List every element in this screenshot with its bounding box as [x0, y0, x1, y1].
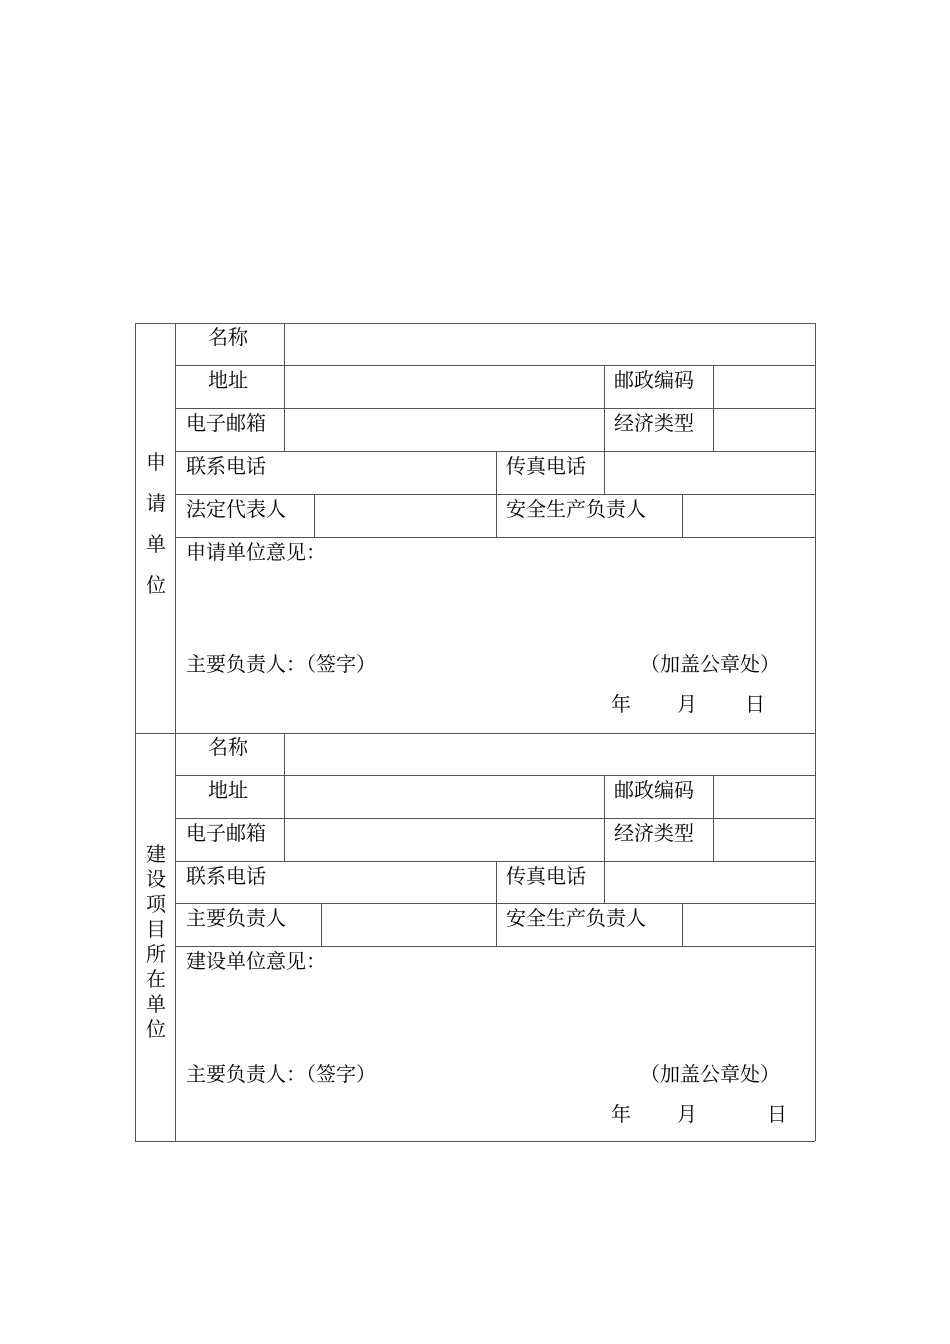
- address-label: 地址: [208, 778, 248, 802]
- month-label: 月: [677, 1102, 697, 1126]
- safety-head-field[interactable]: [683, 495, 814, 537]
- seal-label: （加盖公章处）: [640, 1062, 780, 1086]
- name-field[interactable]: [285, 734, 814, 775]
- phone-label: 联系电话: [186, 454, 266, 478]
- name-label: 名称: [208, 325, 248, 349]
- econ-type-label: 经济类型: [614, 411, 694, 435]
- email-field[interactable]: [285, 409, 604, 451]
- day-label: 日: [767, 1102, 787, 1126]
- year-label: 年: [611, 692, 631, 716]
- cell-line: [604, 775, 605, 861]
- seal-label: （加盖公章处）: [640, 652, 780, 676]
- phone-field[interactable]: [285, 452, 496, 494]
- head-field[interactable]: [322, 904, 496, 946]
- cell-line: [496, 861, 497, 946]
- fax-field[interactable]: [605, 452, 814, 494]
- year-label: 年: [611, 1102, 631, 1126]
- address-field[interactable]: [285, 366, 604, 408]
- side-label-char: 设: [146, 867, 166, 891]
- postcode-field[interactable]: [714, 776, 814, 818]
- opinion-label: 建设单位意见：: [186, 949, 326, 973]
- safety-head-label: 安全生产负责人: [506, 906, 646, 930]
- signer-label: 主要负责人：（签字）: [186, 1062, 376, 1086]
- postcode-label: 邮政编码: [614, 368, 694, 392]
- fax-label: 传真电话: [506, 454, 586, 478]
- fax-label: 传真电话: [506, 864, 586, 888]
- fax-field[interactable]: [605, 862, 814, 903]
- side-label-char: 位: [146, 1017, 166, 1041]
- table-border-bottom: [135, 1141, 815, 1142]
- side-label-char: 在: [146, 967, 166, 991]
- econ-type-label: 经济类型: [614, 821, 694, 845]
- postcode-label: 邮政编码: [614, 778, 694, 802]
- applicant-side-label: [136, 446, 176, 610]
- econ-type-field[interactable]: [714, 409, 814, 451]
- side-label-char: 项: [146, 892, 166, 916]
- side-label-char: 单: [146, 532, 166, 556]
- opinion-field[interactable]: [177, 976, 813, 1056]
- address-field[interactable]: [285, 776, 604, 818]
- email-label: 电子邮箱: [186, 821, 266, 845]
- month-label: 月: [677, 692, 697, 716]
- side-label-char: 所: [146, 942, 166, 966]
- signer-label: 主要负责人：（签字）: [186, 652, 376, 676]
- address-label: 地址: [208, 368, 248, 392]
- safety-head-field[interactable]: [683, 904, 814, 946]
- legal-rep-label: 法定代表人: [186, 497, 286, 521]
- legal-rep-field[interactable]: [315, 495, 496, 537]
- side-label-char: 位: [146, 573, 166, 597]
- postcode-field[interactable]: [714, 366, 814, 408]
- cell-line: [496, 451, 497, 537]
- phone-field[interactable]: [285, 862, 496, 903]
- opinion-field[interactable]: [177, 566, 813, 646]
- name-label: 名称: [208, 735, 248, 759]
- phone-label: 联系电话: [186, 864, 266, 888]
- safety-head-label: 安全生产负责人: [506, 497, 646, 521]
- head-label: 主要负责人: [186, 906, 286, 930]
- name-field[interactable]: [285, 324, 814, 365]
- side-label-char: 建: [146, 842, 166, 866]
- table-border-right: [815, 323, 816, 1141]
- opinion-label: 申请单位意见：: [186, 540, 326, 564]
- day-label: 日: [745, 692, 765, 716]
- row-line: [175, 537, 815, 538]
- econ-type-field[interactable]: [714, 819, 814, 861]
- side-label-char: 单: [146, 992, 166, 1016]
- email-label: 电子邮箱: [186, 411, 266, 435]
- row-line: [175, 946, 815, 947]
- email-field[interactable]: [285, 819, 604, 861]
- cell-line: [604, 365, 605, 451]
- side-label-char: 申: [146, 450, 166, 474]
- project-unit-side-label: [136, 838, 176, 1041]
- side-label-char: 请: [146, 491, 166, 515]
- side-label-char: 目: [146, 917, 166, 941]
